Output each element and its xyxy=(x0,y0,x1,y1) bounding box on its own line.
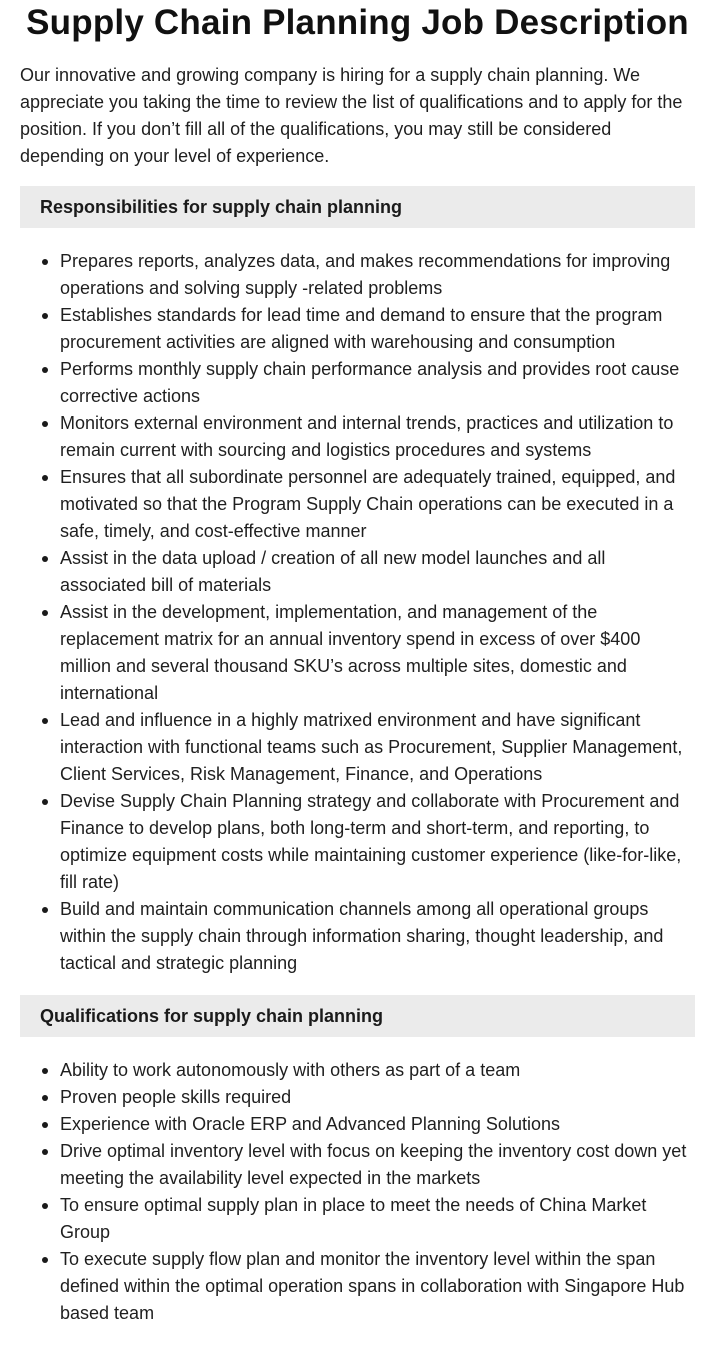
list-item: Performs monthly supply chain performance analysis and provides root cause corrective actions xyxy=(60,356,695,410)
list-item: Build and maintain communication channels among all operational groups within the supply chain through information sharing, thought leadership, and tactical and strategic planning xyxy=(60,896,695,977)
list-item: Proven people skills required xyxy=(60,1084,695,1111)
list-item: Assist in the data upload / creation of all new model launches and all associated bill of materials xyxy=(60,545,695,599)
list-item: Monitors external environment and internal trends, practices and utilization to remain current with sourcing and logistics procedures and systems xyxy=(60,410,695,464)
list-item: To ensure optimal supply plan in place to meet the needs of China Market Group xyxy=(60,1192,695,1246)
list-item: Ensures that all subordinate personnel are adequately trained, equipped, and motivated so that the Program Supply Chain operations can be executed in a safe, timely, and cost-effective manner xyxy=(60,464,695,545)
responsibilities-list xyxy=(20,248,695,977)
list-item: To execute supply flow plan and monitor the inventory level within the span defined within the optimal operation spans in collaboration with Singapore Hub based team xyxy=(60,1246,695,1327)
qualifications-heading: Qualifications for supply chain planning xyxy=(20,995,695,1037)
list-item: Establishes standards for lead time and demand to ensure that the program procurement activities are aligned with warehousing and consumption xyxy=(60,302,695,356)
list-item: Devise Supply Chain Planning strategy and collaborate with Procurement and Finance to develop plans, both long-term and short-term, and reporting, to optimize equipment costs while maintaining customer experience (like-for-like, fill rate) xyxy=(60,788,695,896)
responsibilities-heading: Responsibilities for supply chain planning xyxy=(20,186,695,228)
list-item: Prepares reports, analyzes data, and makes recommendations for improving operations and solving supply -related problems xyxy=(60,248,695,302)
page-title: Supply Chain Planning Job Description xyxy=(26,3,689,42)
list-item: Assist in the development, implementation, and management of the replacement matrix for an annual inventory spend in excess of over $400 million and several thousand SKU’s across multiple sites, domestic and international xyxy=(60,599,695,707)
list-item: Drive optimal inventory level with focus on keeping the inventory cost down yet meeting the availability level expected in the markets xyxy=(60,1138,695,1192)
list-item: Experience with Oracle ERP and Advanced Planning Solutions xyxy=(60,1111,695,1138)
list-item: Ability to work autonomously with others as part of a team xyxy=(60,1057,695,1084)
intro-paragraph: Our innovative and growing company is hiring for a supply chain planning. We appreciate you taking the time to review the list of qualifications and to apply for the position. If you don’t fill all of the qualifications, you may still be considered depending on your level of experience. xyxy=(20,65,683,166)
qualifications-list xyxy=(20,1057,695,1327)
list-item: Lead and influence in a highly matrixed environment and have significant interaction with functional teams such as Procurement, Supplier Management, Client Services, Risk Management, Finance, and Operations xyxy=(60,707,695,788)
